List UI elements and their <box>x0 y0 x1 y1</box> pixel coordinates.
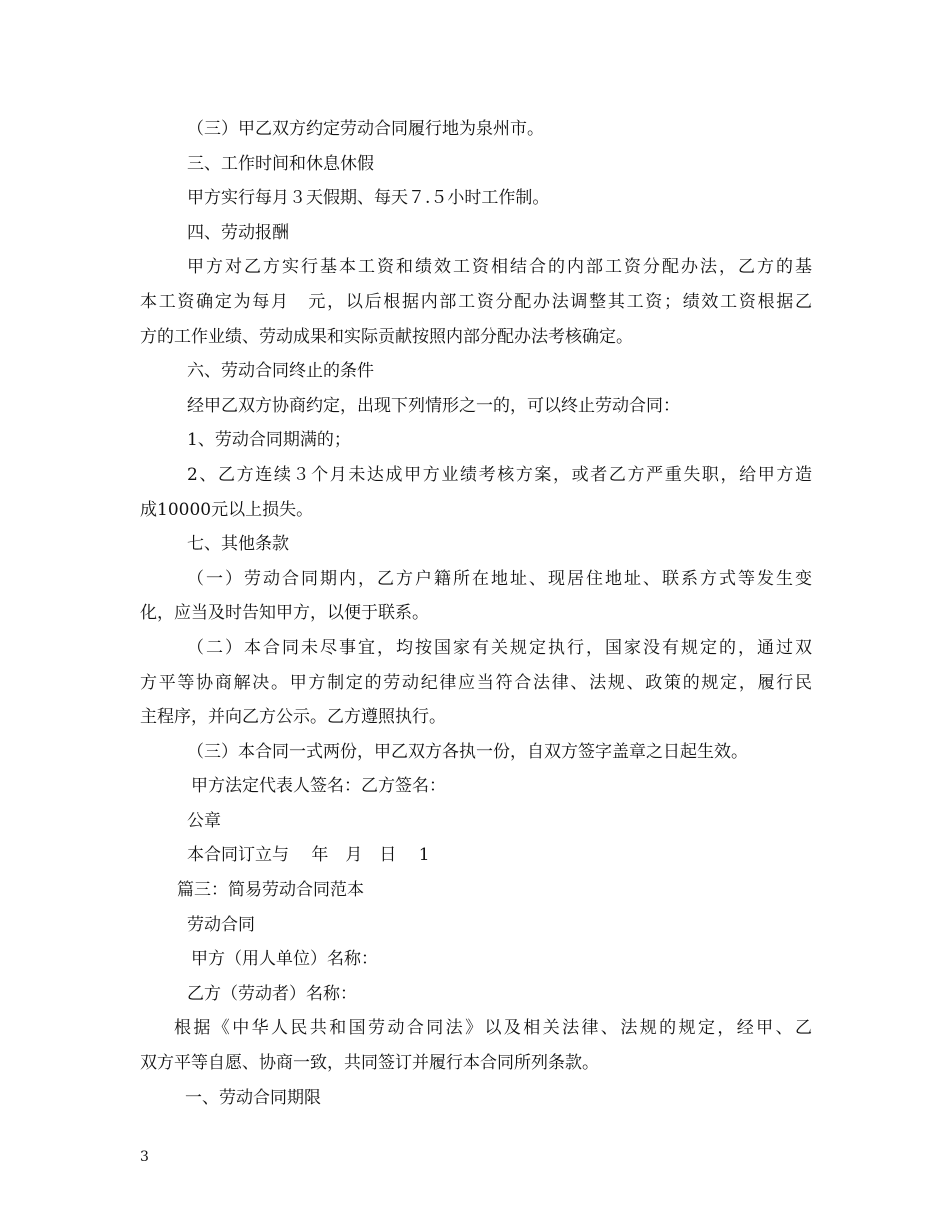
text-line: 方的工作业绩、劳动成果和实际贡献按照内部分配办法考核确定。 <box>140 326 633 347</box>
text-line: （三）本合同一式两份，甲乙双方各执一份，自双方签字盖章之日起生效。 <box>187 741 748 762</box>
text-line: 六、劳动合同终止的条件 <box>187 361 374 382</box>
text-line: （二）本合同未尽事宜，均按国家有关规定执行，国家没有规定的，通过双 <box>187 637 812 658</box>
text-line: 四、劳动报酬 <box>187 222 289 243</box>
text-line: 乙方（劳动者）名称： <box>187 983 357 1004</box>
text-line: 劳动合同 <box>187 914 255 935</box>
text-line: 化，应当及时告知甲方，以便于联系。 <box>140 603 429 624</box>
page-number: 3 <box>140 1149 149 1165</box>
text-line: 根据《中华人民共和国劳动合同法》以及相关法律、法规的规定，经甲、乙 <box>174 1018 812 1039</box>
text-line: 篇三：简易劳动合同范本 <box>177 880 364 901</box>
text-line: （一）劳动合同期内，乙方户籍所在地址、现居住地址、联系方式等发生变 <box>187 568 812 589</box>
text-line: 三、工作时间和休息休假 <box>187 153 374 174</box>
text-line: 双方平等自愿、协商一致，共同签订并履行本合同所列条款。 <box>140 1053 599 1074</box>
document-body <box>140 112 812 1115</box>
text-line: 甲方法定代表人签名：乙方签名： <box>191 776 446 797</box>
text-line: 公章 <box>187 810 221 831</box>
text-line: 经甲乙双方协商约定，出现下列情形之一的，可以终止劳动合同： <box>187 395 680 416</box>
text-line: 2、乙方连续３个月未达成甲方业绩考核方案，或者乙方严重失职，给甲方造 <box>187 464 812 485</box>
text-line: 一、劳动合同期限 <box>185 1087 321 1108</box>
text-line: 本工资确定为每月 元，以后根据内部工资分配办法调整其工资；绩效工资根据乙 <box>140 291 812 312</box>
text-line: 成10000元以上损失。 <box>140 499 314 520</box>
text-line: 七、其他条款 <box>187 534 289 555</box>
text-line: 本合同订立与 年 月 日 1 <box>187 845 430 866</box>
text-line: 1、劳动合同期满的； <box>187 430 351 451</box>
text-line: 方平等协商解决。甲方制定的劳动纪律应当符合法律、法规、政策的规定，履行民 <box>140 672 812 693</box>
text-line: （三）甲乙双方约定劳动合同履行地为泉州市。 <box>187 119 544 139</box>
text-line: 甲方（用人单位）名称： <box>191 949 378 970</box>
text-line: 主程序，并向乙方公示。乙方遵照执行。 <box>140 707 446 728</box>
text-line: 甲方对乙方实行基本工资和绩效工资相结合的内部工资分配办法，乙方的基 <box>187 257 812 278</box>
text-line: 甲方实行每月３天假期、每天７.５小时工作制。 <box>187 188 550 209</box>
